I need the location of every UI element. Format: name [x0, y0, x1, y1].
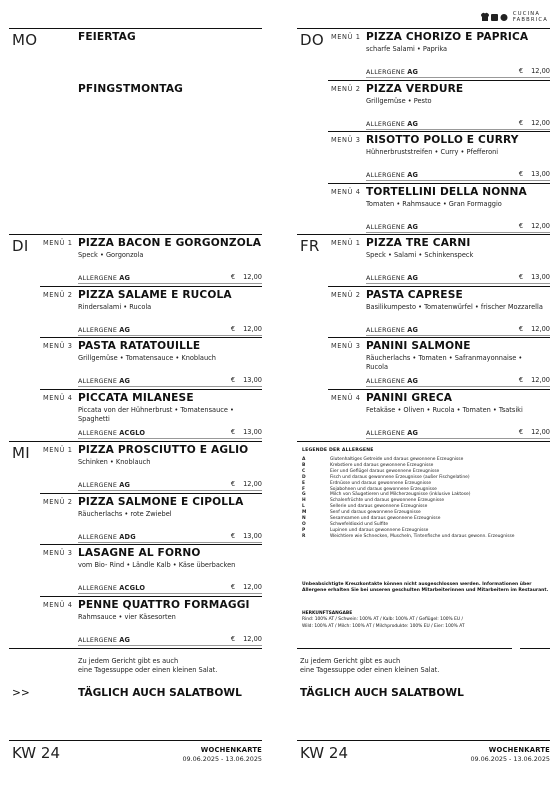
dish-title: PICCATA MILANESE	[78, 392, 194, 405]
brand-line-1: CUCINA	[512, 11, 541, 17]
menu-number: MENÜ 4	[43, 601, 73, 610]
price-value: 12,00	[243, 273, 262, 281]
legend-text: Erdnüsse und daraus gewonnene Erzeugnisse	[330, 480, 432, 486]
divider	[9, 234, 262, 235]
price-value: 13,00	[531, 170, 550, 179]
divider	[520, 648, 550, 649]
divider	[40, 544, 262, 545]
price	[490, 428, 550, 436]
divider	[9, 28, 262, 29]
divider	[78, 490, 262, 491]
dish-title: PANINI GRECA	[366, 392, 453, 405]
allergen-line	[366, 171, 418, 179]
allergen-codes: AG	[407, 223, 419, 232]
euro-sign: €	[230, 428, 236, 437]
euro-sign: €	[518, 273, 524, 281]
divider	[40, 493, 262, 494]
euro-sign: €	[518, 324, 524, 333]
euro-sign: €	[518, 376, 524, 385]
price	[490, 222, 550, 230]
allergen-label: ALLERGENE	[366, 224, 406, 232]
euro-sign: €	[230, 583, 236, 592]
dish-description: Räucherlachs • rote Zwiebel	[78, 509, 172, 518]
price	[490, 119, 550, 127]
day-label-do: DO	[300, 31, 324, 49]
euro-sign: €	[230, 480, 236, 488]
menu-number: MENÜ 3	[331, 342, 361, 351]
menu-number: MENÜ 3	[331, 136, 361, 145]
menu-number: MENÜ 3	[43, 549, 73, 558]
legend-text: Glutenhaltiges Getreide und daraus gewonnene Erzeugnisse	[330, 457, 464, 462]
price	[202, 583, 262, 591]
dish-title: PIZZA CHORIZO E PAPRICA	[366, 31, 529, 43]
euro-sign: €	[518, 170, 524, 179]
legend-letter: M	[302, 510, 307, 516]
allergen-label: ALLERGENE	[78, 275, 118, 282]
dish-description: Schinken • Knoblauch	[78, 458, 151, 466]
euro-sign: €	[230, 273, 236, 281]
divider	[40, 389, 262, 390]
price	[202, 480, 262, 488]
divider	[78, 542, 262, 543]
allergen-label: ALLERGENE	[366, 120, 406, 128]
legend-letter: G	[302, 492, 306, 498]
price	[490, 273, 550, 281]
week-card-title: WOCHENKARTE	[200, 746, 262, 754]
allergen-codes: AG	[119, 377, 131, 386]
legend-text: Sellerie und daraus gewonnene Erzeugnisse	[330, 504, 428, 510]
date-range: 09.06.2025 - 13.06.2025	[182, 755, 262, 763]
allergen-label: ALLERGENE	[366, 69, 406, 76]
price-value: 12,00	[531, 324, 550, 333]
allergen-label: ALLERGENE	[366, 326, 406, 334]
legend-text: Milch von Säugetieren und Milcherzeugnisse (inklusive Laktose)	[330, 492, 471, 498]
price-value: 12,00	[531, 67, 550, 75]
divider	[78, 438, 262, 439]
allergen-codes: AG	[407, 119, 419, 128]
menu-number: MENÜ 2	[331, 290, 361, 299]
dish-title: PANINI SALMONE	[366, 340, 471, 353]
divider	[40, 337, 262, 338]
euro-sign: €	[230, 324, 236, 333]
legend-text: Fisch und daraus gewonnene Erzeugnisse (außer Fischgelatine)	[330, 474, 470, 480]
price	[490, 376, 550, 384]
divider	[328, 337, 550, 338]
side-dish-note	[78, 657, 217, 674]
note-line-2: eine Tagessuppe oder einen kleinen Salat.	[78, 665, 218, 674]
allergen-line	[78, 533, 136, 541]
divider	[328, 80, 550, 81]
legend-letter: O	[302, 521, 306, 527]
allergen-label: ALLERGENE	[366, 430, 406, 438]
price-value: 12,00	[243, 324, 262, 333]
allergen-line	[78, 429, 145, 437]
salat-bowl-label: TÄGLICH AUCH SALATBOWL	[78, 687, 242, 699]
allergen-label: ALLERGENE	[366, 275, 406, 282]
legend-text: Senf und daraus gewonnene Erzeugnisse	[330, 510, 421, 516]
allergen-line	[366, 68, 418, 76]
menu-number: MENÜ 1	[43, 446, 73, 454]
legend-letter: B	[302, 462, 306, 468]
dish-title: RISOTTO POLLO E CURRY	[366, 134, 519, 147]
price-value: 13,00	[531, 273, 550, 281]
price	[202, 428, 262, 436]
dish-title: PASTA RATATOUILLE	[78, 340, 201, 353]
origin-info	[302, 611, 552, 630]
divider	[9, 740, 262, 741]
allergen-label: ALLERGENE	[78, 637, 118, 645]
allergen-label: ALLERGENE	[78, 482, 118, 489]
dish-description: Räucherlachs • Tomaten • Safranmayonnaise • Rucola	[366, 354, 523, 372]
dish-title: TORTELLINI DELLA NONNA	[366, 186, 527, 199]
legend-letter: E	[302, 480, 305, 486]
day-label-di: DI	[12, 237, 29, 255]
legend-letter: P	[302, 527, 306, 533]
legend-text: Krebstiere und daraus gewonnene Erzeugnisse	[330, 462, 434, 468]
divider	[78, 283, 262, 284]
euro-sign: €	[518, 118, 524, 127]
legend-letter: C	[302, 468, 306, 474]
euro-sign: €	[230, 531, 236, 540]
allergen-line	[78, 326, 130, 334]
price-value: 12,00	[531, 376, 550, 385]
euro-sign: €	[230, 376, 236, 385]
dish-description: scharfe Salami • Paprika	[366, 45, 448, 53]
allergen-line	[78, 377, 130, 385]
dish-description: vom Bio- Rind • Ländle Kalb • Käse überbacken	[78, 561, 236, 570]
allergen-line	[366, 223, 418, 231]
allergen-codes: AG	[407, 325, 419, 334]
allergen-label: ALLERGENE	[366, 378, 406, 386]
price	[202, 635, 262, 643]
legend-letter: R	[302, 533, 306, 539]
allergen-label: ALLERGENE	[78, 430, 118, 438]
divider	[366, 386, 550, 387]
price-value: 12,00	[531, 222, 550, 231]
allergen-codes: ADG	[119, 532, 136, 541]
note-line-1: Zu jedem Gericht gibt es auch	[78, 657, 179, 665]
price	[490, 170, 550, 178]
allergen-line	[366, 274, 418, 282]
dish-title: PIZZA VERDURE	[366, 82, 464, 95]
origin-line-1: Rind: 100% AT / Schwein: 100% AT / Kalb: 100% AT / Geflügel: 100% EU /	[302, 617, 463, 623]
allergen-legend	[302, 457, 550, 540]
dish-title: PIZZA TRE CARNI	[366, 237, 471, 249]
menu-number: MENÜ 4	[43, 394, 73, 403]
allergen-line	[366, 377, 418, 385]
dish-title: LASAGNE AL FORNO	[78, 547, 201, 560]
menu-number: MENÜ 1	[331, 239, 361, 247]
legend-letter: F	[302, 486, 305, 492]
divider	[328, 131, 550, 132]
legend-text: Eier und Geflügel daraus gewonnene Erzeugnisse	[330, 468, 440, 474]
dish-description: Speck • Salami • Schinkenspeck	[366, 251, 474, 259]
week-card-title: WOCHENKARTE	[488, 746, 550, 754]
day-label-fr: FR	[300, 237, 320, 255]
legend-letter: H	[302, 498, 306, 504]
divider	[366, 180, 550, 181]
allergen-codes: AG	[407, 68, 419, 76]
cross-contact-warning: Unbeabsichtigte Kreuzkontakte können nicht ausgeschlossen werden. Informationen über Allergene erhalten Sie bei unseren geschulten Mitarbeiterinnen und Mitarbeitern im Restaurant.	[302, 582, 549, 594]
price-value: 13,00	[243, 531, 262, 540]
price	[490, 325, 550, 333]
divider	[366, 129, 550, 130]
legend-text: Sesamsamen und daraus gewonnene Erzeugnisse	[330, 516, 441, 522]
legend-text: Schwefeldioxid und Sulfite	[330, 521, 389, 527]
allergen-label: ALLERGENE	[366, 172, 406, 180]
legend-letter: D	[302, 474, 306, 480]
divider	[78, 386, 262, 387]
origin-line-2: Wild: 100% AT / Milch: 100% AT / Milchprodukte: 100% EU / Eier: 100% AT	[302, 623, 465, 629]
dish-description: Rindersalami • Rucola	[78, 302, 152, 311]
divider	[328, 286, 550, 287]
dish-title: PASTA CAPRESE	[366, 288, 463, 301]
divider	[9, 648, 262, 649]
dish-title: PIZZA PROSCIUTTO E AGLIO	[78, 444, 249, 456]
legend-row	[302, 534, 550, 540]
price-value: 13,00	[243, 376, 262, 385]
holiday-label: FEIERTAG	[78, 31, 136, 43]
right-column	[297, 0, 550, 800]
allergen-line	[366, 326, 418, 334]
divider	[366, 77, 550, 78]
allergen-codes: AG	[407, 171, 419, 180]
legend-letter: N	[302, 516, 306, 522]
divider	[78, 645, 262, 646]
divider	[366, 335, 550, 336]
week-info	[182, 746, 262, 763]
brand-line-2: FABBRICA	[512, 17, 548, 23]
menu-number: MENÜ 1	[43, 239, 73, 247]
allergen-line	[78, 481, 130, 489]
allergen-label: ALLERGENE	[78, 585, 118, 593]
euro-sign: €	[230, 635, 236, 644]
day-label-mo: MO	[12, 31, 38, 49]
divider	[40, 286, 262, 287]
dish-title: PENNE QUATTRO FORMAGGI	[78, 599, 250, 612]
origin-title: HERKUNFTSANGABE	[302, 611, 353, 616]
divider	[366, 232, 550, 233]
dish-description: Basilikumpesto • Tomatenwürfel • frischer Mozzarella	[366, 302, 543, 311]
day-label-mi: MI	[12, 444, 30, 462]
divider	[9, 441, 262, 442]
left-column	[9, 0, 262, 800]
divider	[40, 596, 262, 597]
date-range: 09.06.2025 - 13.06.2025	[470, 755, 550, 763]
calendar-week: KW 24	[12, 744, 60, 762]
allergen-line	[78, 584, 145, 592]
menu-number: MENÜ 2	[43, 497, 73, 506]
dish-title: PIZZA SALAME E RUCOLA	[78, 288, 232, 301]
dish-description: Fetakäse • Oliven • Rucola • Tomaten • Tsatsiki	[366, 406, 523, 415]
allergen-codes: AG	[119, 274, 131, 282]
allergen-codes: ACGLO	[119, 429, 146, 438]
allergen-line	[78, 274, 130, 282]
legend-letter: A	[302, 457, 306, 462]
allergen-codes: AG	[407, 274, 419, 282]
dish-description: Grillgemüse • Tomatensauce • Knoblauch	[78, 354, 216, 363]
price	[202, 325, 262, 333]
allergen-codes: AG	[119, 481, 131, 489]
salat-prefix: >>	[12, 687, 30, 699]
allergen-codes: ACGLO	[119, 584, 146, 593]
menu-number: MENÜ 3	[43, 342, 73, 351]
allergen-line	[366, 429, 418, 437]
dish-description: Speck • Gorgonzola	[78, 251, 144, 259]
menu-number: MENÜ 2	[331, 84, 361, 93]
allergen-codes: AG	[407, 377, 419, 386]
dish-description: Piccata von der Hühnerbrust • Tomatensauce • Spaghetti	[78, 406, 234, 423]
dish-description: Rahmsauce • vier Käsesorten	[78, 613, 176, 622]
price	[202, 273, 262, 281]
euro-sign: €	[518, 428, 524, 437]
price-value: 12,00	[243, 583, 262, 592]
allergen-codes: AG	[119, 636, 131, 645]
menu-number: MENÜ 1	[331, 33, 361, 41]
dish-title: PIZZA SALMONE E CIPOLLA	[78, 495, 244, 508]
divider	[78, 593, 262, 594]
legend-text: Sojabohnen und daraus gewonnene Erzeugnisse	[330, 486, 437, 492]
dish-description: Hühnerbruststreifen • Curry • Pfefferoni	[366, 148, 499, 157]
allergen-line	[78, 636, 130, 644]
divider	[328, 183, 550, 184]
side-dish-note	[300, 657, 439, 674]
allergen-label: ALLERGENE	[78, 378, 118, 386]
allergen-line	[366, 120, 418, 128]
divider	[328, 389, 550, 390]
allergen-codes: AG	[119, 325, 131, 334]
dish-description: Grillgemüse • Pesto	[366, 96, 432, 105]
legend-letter: L	[302, 504, 305, 510]
legend-text: Schalenfrüchte und daraus gewonnene Erzeugnisse	[330, 498, 445, 504]
price	[202, 376, 262, 384]
divider	[297, 441, 550, 442]
euro-sign: €	[518, 222, 524, 231]
legend-text: Lupinen und daraus gewonnene Erzeugnisse	[330, 527, 429, 533]
legend-text: Weichtiere wie Schnecken, Muscheln, Tintenfische und daraus gewonn. Erzeugnisse	[330, 533, 515, 539]
euro-sign: €	[518, 67, 524, 75]
allergen-legend-title: LEGENDE DER ALLERGENE	[302, 448, 374, 453]
divider	[297, 740, 550, 741]
allergen-codes: AG	[407, 429, 419, 438]
holiday-name: PFINGSTMONTAG	[78, 83, 184, 95]
price	[202, 532, 262, 540]
allergen-label: ALLERGENE	[78, 533, 118, 541]
week-info	[470, 746, 550, 763]
dish-description: Tomaten • Rahmsauce • Gran Formaggio	[366, 200, 502, 209]
dish-title: PIZZA BACON E GORGONZOLA	[78, 237, 262, 249]
divider	[297, 28, 550, 29]
menu-number: MENÜ 4	[331, 394, 361, 403]
menu-number: MENÜ 4	[331, 188, 361, 197]
divider	[366, 283, 550, 284]
price	[490, 67, 550, 75]
divider	[366, 438, 550, 439]
calendar-week: KW 24	[300, 744, 348, 762]
salat-bowl-label: TÄGLICH AUCH SALATBOWL	[300, 687, 464, 699]
note-line-1: Zu jedem Gericht gibt es auch	[300, 657, 401, 665]
price-value: 12,00	[531, 428, 550, 437]
price-value: 12,00	[243, 480, 262, 488]
allergen-label: ALLERGENE	[78, 326, 118, 334]
divider	[78, 335, 262, 336]
divider	[297, 234, 550, 235]
menu-number: MENÜ 2	[43, 290, 73, 299]
price-value: 13,00	[243, 428, 262, 437]
price-value: 12,00	[531, 118, 550, 127]
price-value: 12,00	[243, 635, 262, 644]
divider	[297, 648, 512, 649]
note-line-2: eine Tagessuppe oder einen kleinen Salat.	[300, 665, 440, 674]
